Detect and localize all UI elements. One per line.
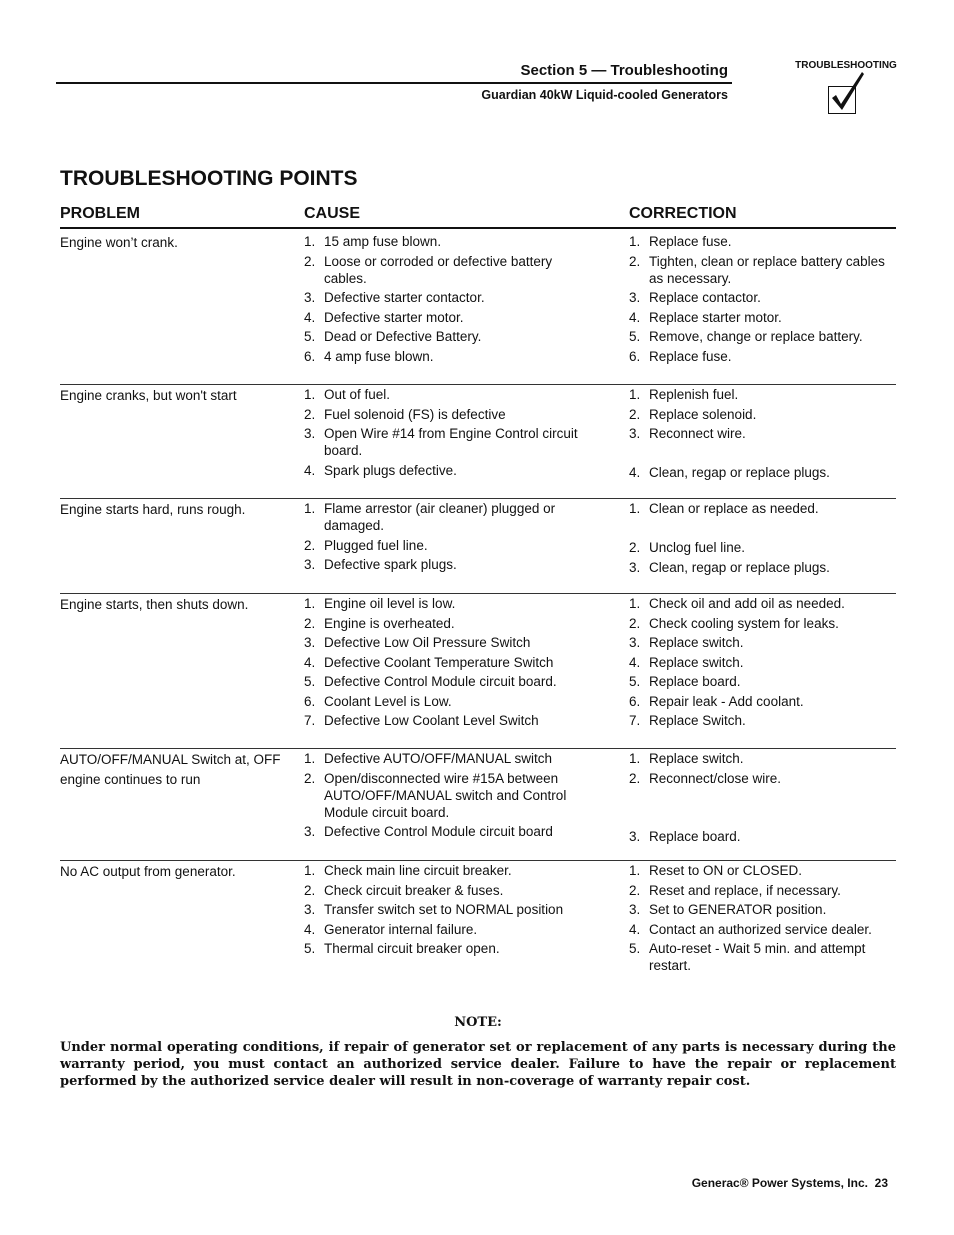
list-item: 3. Defective Low Oil Pressure Switch	[304, 635, 531, 650]
header-rule	[56, 82, 732, 84]
list-item: 6. Coolant Level is Low.	[304, 693, 452, 709]
section-tag-label: TROUBLESHOOTING	[795, 60, 897, 71]
list-item: 4. Defective starter motor.	[304, 309, 464, 325]
list-item: 3. Replace board.	[629, 828, 741, 844]
list-item: 3. Open Wire #14 from Engine Control circuit board.	[304, 426, 578, 458]
page-footer	[560, 1176, 888, 1190]
list-item: 5. Defective Control Module circuit board.	[304, 674, 557, 689]
list-item: 5. Remove, change or replace battery.	[629, 329, 863, 344]
list-item: 7. Defective Low Coolant Level Switch	[304, 713, 539, 728]
list-item: 1. Out of fuel.	[304, 387, 391, 402]
list-item: 1. Defective AUTO/OFF/MANUAL switch	[304, 751, 553, 766]
column-header-cause: CAUSE	[304, 205, 361, 222]
list-item: 1. Check main line circuit breaker.	[304, 863, 512, 878]
page-number: 23	[874, 1176, 888, 1190]
list-item: 2. Open/disconnected wire #15A between AUTO/OFF/MANUAL switch and Control Module circuit board.	[304, 770, 567, 820]
list-item: 1. Reset to ON or CLOSED.	[629, 863, 803, 878]
list-item: 3. Defective starter contactor.	[304, 290, 485, 305]
list-item: 1. Flame arrestor (air cleaner) plugged or damaged.	[304, 501, 556, 533]
cause-list	[304, 595, 594, 732]
footer-company: Generac® Power Systems, Inc.	[691, 1176, 868, 1190]
list-item: 2. Reset and replace, if necessary.	[629, 882, 841, 898]
correction-list	[629, 386, 899, 484]
list-item: 4. Defective Coolant Temperature Switch	[304, 654, 554, 670]
list-item: 6. 4 amp fuse blown.	[304, 348, 434, 364]
list-item: 2. Plugged fuel line.	[304, 537, 428, 553]
cause-list	[304, 500, 594, 576]
correction-list	[629, 750, 899, 847]
checkmark-icon	[828, 70, 868, 114]
section-heading: Section 5 — Troubleshooting	[520, 62, 728, 79]
list-item: 1. 15 amp fuse blown.	[304, 234, 442, 249]
list-item: 1. Engine oil level is low.	[304, 596, 456, 611]
list-item: 3. Transfer switch set to NORMAL position	[304, 902, 564, 917]
list-item: 3. Defective Control Module circuit board	[304, 824, 553, 839]
list-item: 2. Check cooling system for leaks.	[629, 615, 839, 631]
list-item: 2. Loose or corroded or defective battery cables.	[304, 253, 553, 286]
correction-list	[629, 595, 899, 732]
list-item: 4. Clean, regap or replace plugs.	[629, 465, 830, 480]
list-item: 2. Reconnect/close wire.	[629, 770, 782, 786]
table-header-rule	[60, 227, 896, 229]
list-item: 1. Replenish fuel.	[629, 387, 739, 402]
note-title: NOTE:	[454, 1015, 502, 1030]
list-item: 1. Clean or replace as needed.	[629, 501, 819, 516]
problem-text: Engine cranks, but won't start	[60, 388, 237, 403]
row-divider	[60, 498, 896, 499]
list-item: 3. Defective spark plugs.	[304, 557, 457, 572]
list-item: 5. Replace board.	[629, 674, 741, 689]
list-item: 2. Unclog fuel line.	[629, 540, 746, 555]
cause-list	[304, 233, 594, 367]
list-item: 6. Repair leak - Add coolant.	[629, 693, 804, 709]
correction-list	[629, 862, 899, 977]
list-item: 3. Replace switch.	[629, 635, 744, 650]
list-item: 2. Fuel solenoid (FS) is defective	[304, 406, 506, 422]
row-divider	[60, 384, 896, 385]
row-divider	[60, 593, 896, 594]
problem-text: Engine starts, then shuts down.	[60, 597, 249, 612]
list-item: 3. Set to GENERATOR position.	[629, 902, 827, 917]
list-item: 2. Tighten, clean or replace battery cables as necessary.	[629, 253, 885, 286]
list-item: 6. Replace fuse.	[629, 348, 732, 364]
problem-text: Engine starts hard, runs rough.	[60, 502, 246, 517]
list-item: 4. Contact an authorized service dealer.	[629, 921, 872, 937]
list-item: 3. Replace contactor.	[629, 290, 761, 305]
list-item: 2. Check circuit breaker & fuses.	[304, 882, 504, 898]
list-item: 1. Check oil and add oil as needed.	[629, 596, 845, 611]
list-item: 4. Generator internal failure.	[304, 921, 478, 937]
problem-text: AUTO/OFF/MANUAL Switch at, OFF engine continues to run	[60, 752, 281, 787]
list-item: 7. Replace Switch.	[629, 713, 746, 728]
list-item: 4. Replace starter motor.	[629, 309, 782, 325]
list-item: 5. Thermal circuit breaker open.	[304, 941, 500, 956]
row-divider	[60, 860, 896, 861]
list-item: 1. Replace fuse.	[629, 234, 732, 249]
list-item: 2. Replace solenoid.	[629, 406, 757, 422]
correction-list	[629, 500, 899, 578]
list-item: 5. Dead or Defective Battery.	[304, 329, 482, 344]
note-text: Under normal operating conditions, if repair of generator set or replacement of any parts is necessary during the warranty period, you must contact an authorized service dealer. Failure to have the repair or replacement performed by the authorized service dealer will result in non-coverage of warranty repair cost.	[60, 1040, 896, 1089]
problem-text: Engine won’t crank.	[60, 235, 178, 250]
column-header-problem: PROBLEM	[60, 205, 140, 222]
list-item: 4. Replace switch.	[629, 654, 744, 670]
cause-list	[304, 386, 594, 481]
list-item: 3. Clean, regap or replace plugs.	[629, 559, 830, 575]
list-item: 2. Engine is overheated.	[304, 615, 455, 631]
correction-list	[629, 233, 899, 367]
section-subtitle: Guardian 40kW Liquid-cooled Generators	[481, 88, 728, 102]
page-title: TROUBLESHOOTING POINTS	[60, 167, 358, 190]
list-item: 1. Replace switch.	[629, 751, 744, 766]
column-header-correction: CORRECTION	[629, 205, 737, 222]
cause-list	[304, 750, 594, 843]
cause-list	[304, 862, 594, 960]
list-item: 5. Auto-reset - Wait 5 min. and attempt restart.	[629, 941, 866, 973]
list-item: 3. Reconnect wire.	[629, 426, 746, 441]
problem-text: No AC output from generator.	[60, 864, 236, 879]
row-divider	[60, 748, 896, 749]
list-item: 4. Spark plugs defective.	[304, 462, 457, 478]
